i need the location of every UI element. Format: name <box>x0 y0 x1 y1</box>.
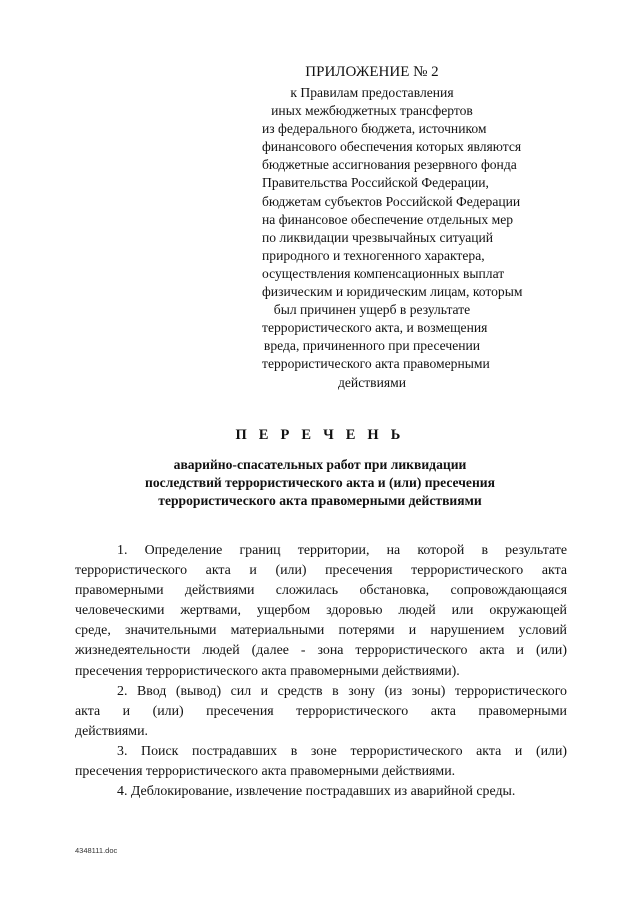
paragraph-line: действиями. <box>75 723 148 739</box>
paragraph-item-4 <box>75 782 567 802</box>
subtitle-line: террористического акта правомерными действиями <box>158 493 482 508</box>
appendix-line: по ликвидации чрезвычайных ситуаций <box>262 229 494 245</box>
paragraph-line: человеческими жертвами, ущербом здоровью людей или окружающей <box>75 603 567 619</box>
appendix-line: Правительства Российской Федерации, <box>262 175 489 191</box>
paragraph-line: 3. Поиск пострадавших в зоне террористического акта и (или) <box>117 743 567 759</box>
paragraph-line: 1. Определение границ территории, на которой в результате <box>117 543 567 558</box>
document-subtitle <box>112 456 528 510</box>
appendix-line: действиями <box>337 374 407 390</box>
appendix-line: осуществления компенсационных выплат <box>262 265 505 281</box>
paragraph-item-1 <box>75 541 567 682</box>
appendix-line: террористического акта правомерными <box>262 356 490 372</box>
appendix-line: иных межбюджетных трансфертов <box>271 103 473 119</box>
appendix-line: бюджетам субъектов Российской Федерации <box>262 193 521 209</box>
appendix-line: на финансовое обеспечение отдельных мер <box>262 211 514 227</box>
appendix-line: вреда, причиненного при пресечении <box>263 338 481 354</box>
subtitle-line: последствий террористического акта и (или) пресечения <box>145 475 495 490</box>
appendix-line: из федерального бюджета, источником <box>262 121 487 137</box>
appendix-line: террористического акта, и возмещения <box>262 320 488 336</box>
paragraph-line: 4. Деблокирование, извлечение пострадавших из аварийной среды. <box>117 784 516 800</box>
paragraph-item-3 <box>75 742 567 782</box>
paragraph-item-2 <box>75 682 567 742</box>
appendix-line: к Правилам предоставления <box>290 85 454 100</box>
paragraph-line: 2. Ввод (вывод) сил и средств в зону (из зоны) террористического <box>117 683 567 699</box>
paragraph-line: пресечения террористического акта правомерными действиями). <box>75 663 460 679</box>
appendix-line: бюджетные ассигнования резервного фонда <box>262 157 517 173</box>
paragraph-line: правомерными действиями сложилась обстановка, сопровождающаяся <box>75 583 567 599</box>
paragraph-line: акта и (или) пресечения террористического акта правомерными <box>75 703 567 719</box>
paragraph-line: жизнедеятельности людей (далее - зона террористического акта и (или) <box>75 643 567 659</box>
paragraph-line: террористического акта и (или) пресечения террористического акта <box>75 563 567 579</box>
appendix-line: природного и техногенного характера, <box>262 247 485 263</box>
appendix-line: физическим и юридическим лицам, которым <box>262 284 523 300</box>
document-body <box>75 541 567 802</box>
appendix-line: финансового обеспечения которых являются <box>262 139 522 155</box>
document-heading: П Е Р Е Ч Е Н Ь <box>235 427 405 443</box>
appendix-title: ПРИЛОЖЕНИЕ № 2 <box>305 64 439 80</box>
subtitle-line: аварийно-спасательных работ при ликвидации <box>173 457 467 472</box>
appendix-line: был причинен ущерб в результате <box>273 302 471 318</box>
paragraph-line: пресечения террористического акта правомерными действиями. <box>75 764 456 780</box>
file-name-label: 4348111.doc <box>75 846 118 855</box>
paragraph-line: среде, значительными материальными потерями и нарушением условий <box>75 623 567 639</box>
appendix-header <box>262 62 523 392</box>
